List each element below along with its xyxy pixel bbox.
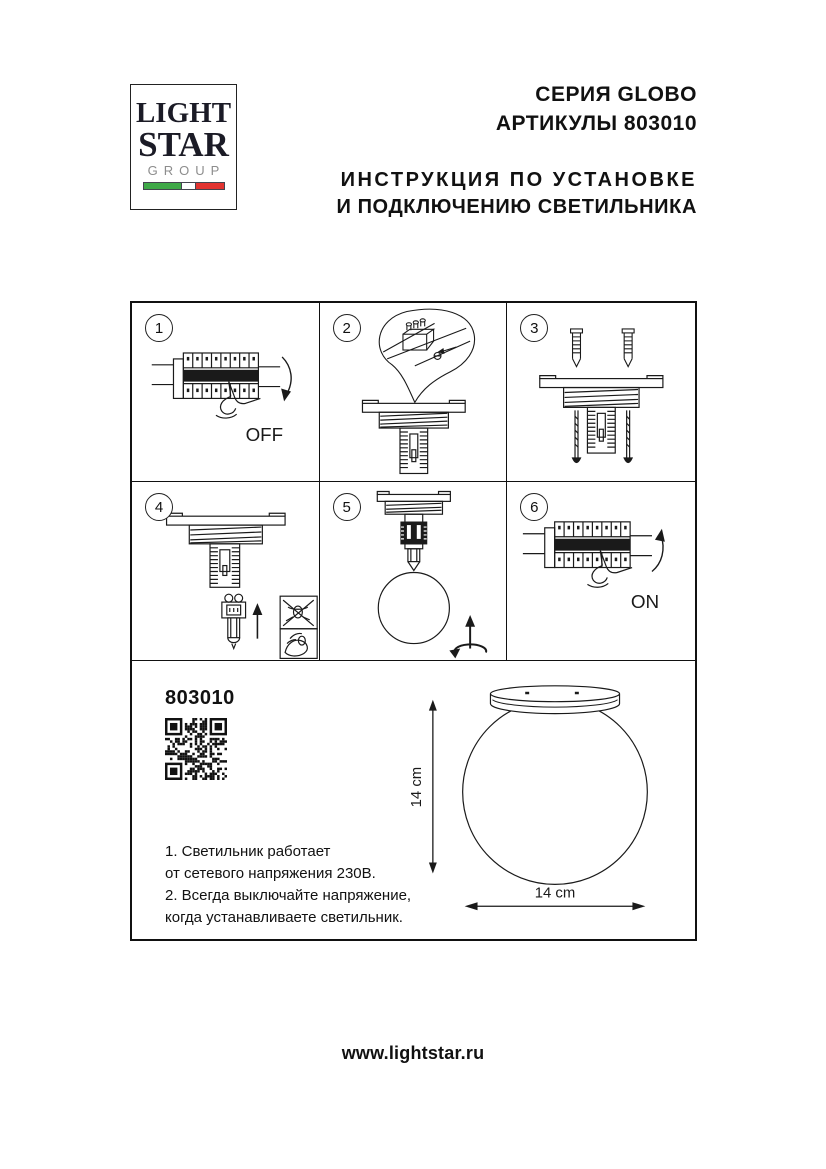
step-number-badge: 2 [333, 314, 361, 342]
dimension-drawing [132, 661, 695, 939]
product-info-section [132, 661, 695, 939]
terminal-callout [379, 309, 474, 402]
step-number-badge: 4 [145, 493, 173, 521]
instruction-title [130, 167, 697, 221]
arrow-down-icon [282, 357, 291, 394]
rotate-arrow-icon [449, 615, 486, 658]
note-line: от сетевого напряжения 230В. [165, 865, 376, 882]
ceiling-mount-icon [377, 491, 450, 570]
warning-boxes [280, 596, 317, 658]
article-title: АРТИКУЛЫ 803010 [495, 112, 697, 135]
step-panel-1 [132, 303, 320, 482]
logo-text-light: LIGHT [135, 97, 232, 129]
website-url: www.lightstar.ru [341, 1043, 485, 1063]
g9-bulb-icon [222, 594, 246, 648]
wall-plug-icons [571, 329, 635, 367]
step-panel-5 [320, 482, 508, 661]
step-panel-3 [507, 303, 695, 482]
pointing-hand-icon [216, 382, 260, 418]
height-dimension [409, 700, 437, 874]
screw-icons [573, 410, 633, 462]
step-panel-4 [132, 482, 320, 661]
top-plate [490, 686, 619, 714]
step-panel-6 [507, 482, 695, 661]
instruction-title-line2: И ПОДКЛЮЧЕНИЮ СВЕТИЛЬНИКА [336, 196, 697, 218]
note-line: когда устанавливаете светильник. [165, 909, 403, 926]
on-label: ON [631, 591, 660, 613]
ceiling-mount-icon [362, 400, 465, 473]
header [130, 80, 697, 221]
height-dimension-label: 14 cm [408, 766, 425, 808]
off-label: OFF [245, 423, 284, 445]
logo-text-group: GROUP [147, 163, 226, 178]
logo-text-star: STAR [138, 125, 229, 164]
width-dimension [465, 885, 646, 910]
ceiling-mount-icon [167, 513, 286, 587]
circuit-breaker-icon [523, 522, 652, 568]
series-title: СЕРИЯ GLOBO [535, 83, 697, 106]
note-line: 1. Светильник работает [165, 843, 331, 860]
step-number-badge: 5 [333, 493, 361, 521]
instruction-title-line1: ИНСТРУКЦИЯ ПО УСТАНОВКЕ [340, 169, 697, 191]
ceiling-mount-icon [540, 376, 663, 453]
glass-globe-icon [378, 572, 449, 643]
step-panel-2 [320, 303, 508, 482]
globe-outline [463, 700, 648, 885]
step-number-badge: 1 [145, 314, 173, 342]
pointing-hand-icon [588, 551, 633, 588]
note-line: 2. Всегда выключайте напряжение, [165, 887, 412, 904]
step-number-badge: 6 [520, 493, 548, 521]
article-number: 803010 [165, 687, 235, 709]
width-dimension-label: 14 cm [534, 885, 576, 902]
circuit-breaker-icon [152, 353, 280, 398]
instruction-grid [130, 301, 697, 941]
step-number-badge: 3 [520, 314, 548, 342]
